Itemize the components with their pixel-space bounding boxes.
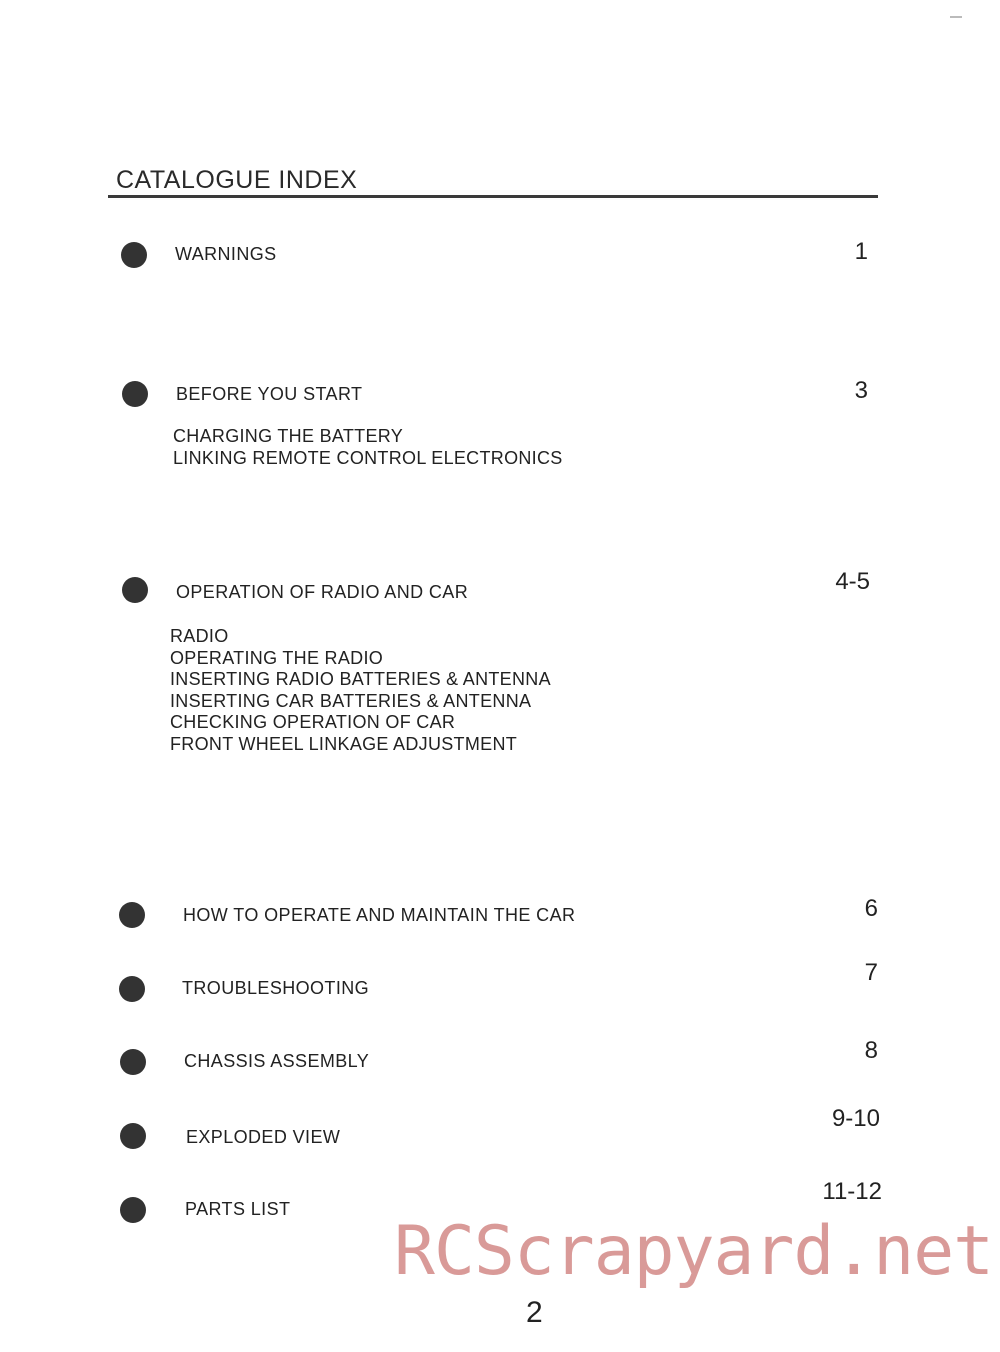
bullet-icon xyxy=(122,381,148,407)
subitems-operation-of-radio-and-car xyxy=(170,626,551,756)
subitem: RADIO xyxy=(170,626,229,646)
entry-page-before-you-start: 3 xyxy=(854,377,868,404)
bullet-icon xyxy=(120,1049,146,1075)
entry-label-operation-of-radio-and-car: OPERATION OF RADIO AND CAR xyxy=(176,582,469,602)
entry-page-exploded-view: 9-10 xyxy=(831,1105,880,1132)
entry-page-warnings: 1 xyxy=(854,238,868,265)
entry-page-parts-list: 11-12 xyxy=(822,1178,882,1205)
bullet-icon xyxy=(119,902,145,928)
bullet-icon xyxy=(119,976,145,1002)
subitem: CHECKING OPERATION OF CAR xyxy=(170,712,456,733)
entry-label-how-to-operate: HOW TO OPERATE AND MAINTAIN THE CAR xyxy=(183,905,576,925)
subitem: INSERTING RADIO BATTERIES & ANTENNA xyxy=(170,669,551,690)
entry-label-before-you-start: BEFORE YOU START xyxy=(176,384,363,404)
subitem: INSERTING CAR BATTERIES & ANTENNA xyxy=(170,690,532,711)
bullet-icon xyxy=(120,1123,146,1149)
bullet-icon xyxy=(120,1197,146,1223)
entry-label-warnings: WARNINGS xyxy=(175,244,277,264)
entry-page-chassis-assembly: 8 xyxy=(864,1037,878,1064)
bullet-icon xyxy=(121,242,147,268)
subitem: OPERATING THE RADIO xyxy=(170,647,384,668)
entry-page-troubleshooting: 7 xyxy=(864,959,878,986)
watermark-text: RCScrapyard.net xyxy=(394,1212,994,1291)
subitems-before-you-start xyxy=(173,426,563,469)
bullet-icon xyxy=(122,577,148,603)
entry-page-how-to-operate: 6 xyxy=(864,895,878,922)
entry-label-troubleshooting: TROUBLESHOOTING xyxy=(182,978,370,998)
entry-label-chassis-assembly: CHASSIS ASSEMBLY xyxy=(184,1051,370,1071)
page-title: CATALOGUE INDEX xyxy=(116,166,358,194)
subitem: LINKING REMOTE CONTROL ELECTRONICS xyxy=(173,447,563,468)
entry-label-exploded-view: EXPLODED VIEW xyxy=(186,1127,341,1147)
subitem: FRONT WHEEL LINKAGE ADJUSTMENT xyxy=(170,733,518,754)
scan-speck xyxy=(950,16,962,18)
entry-page-operation-of-radio-and-car: 4-5 xyxy=(835,568,870,595)
subitem: CHARGING THE BATTERY xyxy=(173,426,404,446)
entry-label-parts-list: PARTS LIST xyxy=(185,1199,291,1219)
title-underline xyxy=(108,195,878,198)
page-number: 2 xyxy=(526,1296,543,1329)
